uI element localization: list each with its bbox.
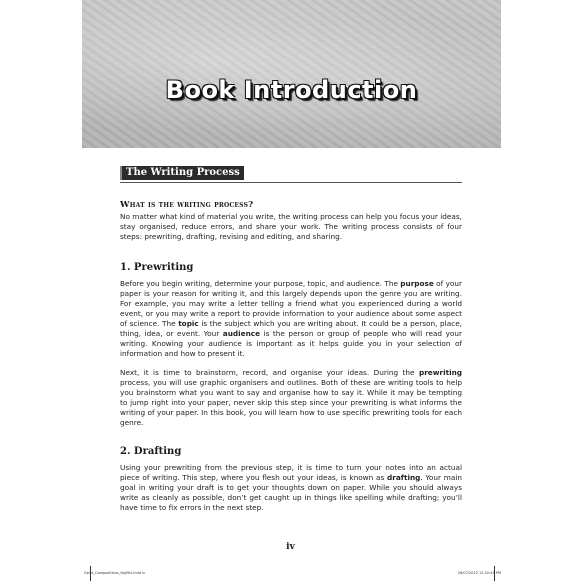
term-prewriting: prewriting — [418, 368, 462, 377]
prewriting-paragraph-2: Next, it is time to brainstorm, record, and organise your ideas. During the prewriting process, you will use graphic organisers and outlines. Both of these are writing tools to help you brainstorm what you want to say and organise how to say it. While it may be tempting to jump right into your paper, never skip this step since your prewriting is what informs the writing of your paper. In this book, you will learn how to use specific prewriting tools for each genre. — [120, 368, 462, 428]
print-slug-timestamp: 26/07/2012 12:32:41 PM — [457, 571, 501, 575]
term-topic: topic — [178, 319, 199, 329]
term-audience: audience — [222, 329, 261, 339]
term-drafting: drafting — [387, 473, 421, 483]
page-number: iv — [286, 542, 295, 552]
drafting-heading: 2. Drafting — [120, 446, 182, 457]
drafting-paragraph: Using your prewriting from the previous step, it is time to turn your notes into an actual piece of writing. This step, where you flesh out your ideas, is known as drafting. Your main goal in writing your draft is to get your thoughts down on paper. While you should always write as cleanly as possible, don’t get caught up in things like spelling while drafting; you’ll have time to fix errors in the next step. — [120, 463, 462, 513]
intro-paragraph: No matter what kind of material you write, the writing process can help you focus your ideas, stay organised, reduce errors, and share your work. The writing process consists of four steps: prewriting, drafting, revising and editing, and sharing. — [120, 212, 462, 242]
section-divider — [120, 182, 462, 183]
section-label: The Writing Process — [120, 166, 244, 180]
title-banner — [82, 0, 501, 148]
term-purpose: purpose — [400, 279, 434, 288]
prewriting-heading: 1. Prewriting — [120, 262, 194, 273]
prewriting-paragraph-1: Before you begin writing, determine your purpose, topic, and audience. The purpose of your paper is your reason for writing it, and this largely depends upon the genre you are writing. For example, you may write a letter telling a friend what you experienced during a world event, or you may write a report to provide information to your audience about some aspect of science. The topic is the subject which you are writing about. It could be a person, place, thing, idea, or event. Your audience is the person or group of people who will read your writing. Knowing your audience is important as it helps guide you in your selection of information and how to present it. — [120, 279, 462, 359]
page-title: Book Introduction — [165, 76, 418, 104]
print-slug-file: Gen4_Compositions_6a(fills.indd iv — [84, 571, 146, 575]
intro-heading: What is the writing process? — [120, 200, 254, 210]
